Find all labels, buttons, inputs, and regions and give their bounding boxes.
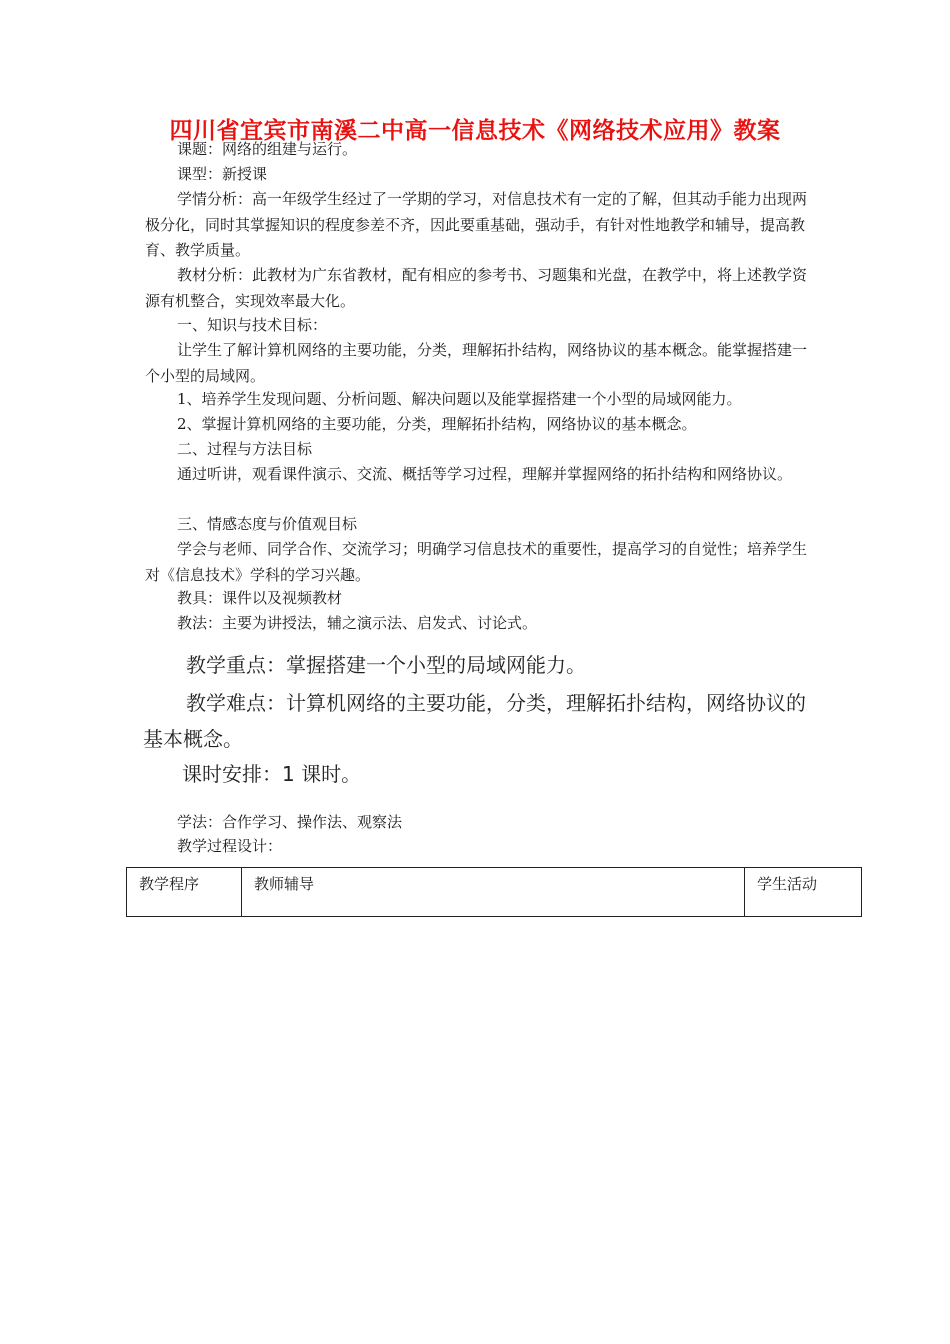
knowledge-goal-text: 让学生了解计算机网络的主要功能，分类，理解拓扑结构，网络协议的基本概念。能掌握搭建一个小型的局域网。 bbox=[145, 341, 808, 385]
student-analysis: 学情分析：高一年级学生经过了一学期的学习，对信息技术有一定的了解，但其动手能力出现两极分化，同时其掌握知识的程度参差不齐，因此要重基础，强动手，有针对性地教学和辅导，提高教育、教学质量。 bbox=[145, 190, 808, 259]
material-analysis: 教材分析：此教材为广东省教材，配有相应的参考书、习题集和光盘，在教学中，将上述教学资源有机整合，实现效率最大化。 bbox=[145, 266, 808, 310]
key-point: 教学重点：掌握搭建一个小型的局域网能力。 bbox=[186, 653, 586, 677]
header-student-activity: 学生活动 bbox=[745, 868, 862, 917]
document-title: 四川省宜宾市南溪二中高一信息技术《网络技术应用》教案 bbox=[169, 118, 781, 144]
header-teaching-procedure: 教学程序 bbox=[127, 868, 242, 917]
knowledge-goal-item-1: 1、培养学生发现问题、分析问题、解决问题以及能掌握搭建一个小型的局域网能力。 bbox=[177, 390, 742, 408]
learning-methods: 学法：合作学习、操作法、观察法 bbox=[177, 813, 403, 831]
attitude-goal-heading: 三、情感态度与价值观目标 bbox=[177, 515, 358, 533]
teaching-methods: 教法：主要为讲授法，辅之演示法、启发式、讨论式。 bbox=[177, 614, 538, 632]
header-teacher-guidance: 教师辅导 bbox=[242, 868, 745, 917]
knowledge-goal-heading: 一、知识与技术目标： bbox=[177, 316, 328, 334]
class-schedule: 课时安排：1 课时。 bbox=[182, 762, 362, 786]
lesson-type-line: 课型：新授课 bbox=[177, 165, 268, 183]
process-goal-heading: 二、过程与方法目标 bbox=[177, 440, 313, 458]
difficulty-point: 教学难点：计算机网络的主要功能，分类，理解拓扑结构，网络协议的基本概念。 bbox=[143, 691, 806, 751]
teaching-process-table bbox=[126, 867, 862, 917]
process-design-label: 教学过程设计： bbox=[177, 837, 283, 855]
knowledge-goal-item-2: 2、掌握计算机网络的主要功能，分类，理解拓扑结构，网络协议的基本概念。 bbox=[177, 415, 697, 433]
process-goal-text: 通过听讲，观看课件演示、交流、概括等学习过程，理解并掌握网络的拓扑结构和网络协议。 bbox=[177, 465, 793, 483]
table-header-row bbox=[127, 868, 862, 917]
teaching-tools: 教具：课件以及视频教材 bbox=[177, 589, 343, 607]
attitude-goal-text: 学会与老师、同学合作、交流学习；明确学习信息技术的重要性，提高学习的自觉性；培养学生对《信息技术》学科的学习兴趣。 bbox=[145, 540, 808, 584]
topic-line: 课题：网络的组建与运行。 bbox=[177, 140, 358, 158]
